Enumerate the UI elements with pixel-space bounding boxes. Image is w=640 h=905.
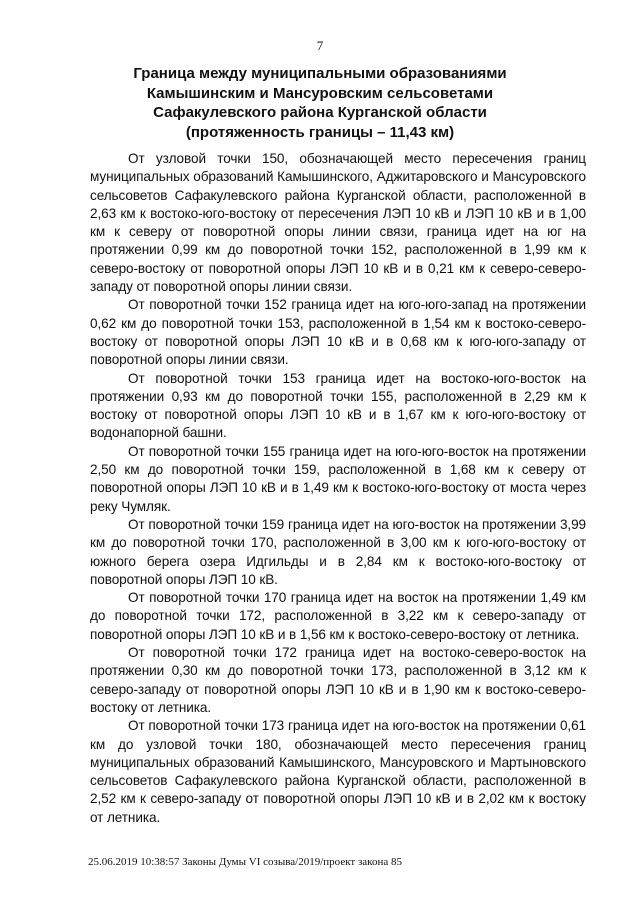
page-number: 7: [316, 38, 324, 53]
heading-line: Сафакулевского района Курганской области: [153, 104, 487, 121]
document-body: [90, 150, 586, 827]
paragraph: От поворотной точки 159 граница идет на юго-восток на протяжении 3,99 км до поворотной точки 170, расположенной в 3,00 км к юго-юго-востоку от южного берега озера Идгильды и в 2,84 км к востоко-юго-востоку от поворотной опоры ЛЭП 10 кВ.: [90, 516, 586, 587]
paragraph: От поворотной точки 170 граница идет на восток на протяжении 1,49 км до поворотной точки 172, расположенной в 3,22 км к северо-западу от поворотной опоры ЛЭП 10 кВ и в 1,56 км к востоко-северо-востоку от летника.: [90, 590, 586, 642]
heading-line: (протяженность границы – 11,43 км): [185, 123, 455, 141]
paragraph: От поворотной точки 152 граница идет на юго-юго-запад на протяжении 0,62 км до поворотной точки 153, расположенной в 1,54 км к востоко-северо-востоку от поворотной опоры ЛЭП 10 кВ и в 0,68 км к юго-юго-западу от поворотной опоры линии связи.: [90, 297, 586, 368]
document-footer: 25.06.2019 10:38:57 Законы Думы VI созыва/2019/проект закона 85: [88, 856, 402, 868]
heading-line: Камышинским и Мансуровским сельсоветами: [146, 84, 494, 102]
paragraph: От поворотной точки 155 граница идет на юго-юго-восток на протяжении 2,50 км до поворотной точки 159, расположенной в 1,68 км к северу от поворотной опоры ЛЭП 10 кВ и в 1,49 км к востоко-юго-востоку от моста через реку Чумляк.: [90, 443, 586, 514]
paragraph: От поворотной точки 172 граница идет на востоко-северо-восток на протяжении 0,30 км до поворотной точки 173, расположенной в 3,12 км к северо-западу от поворотной опоры ЛЭП 10 кВ и в 1,90 км к востоко-северо-востоку от летника.: [90, 645, 586, 715]
document-heading: [90, 64, 550, 142]
paragraph: От поворотной точки 173 граница идет на юго-восток на протяжении 0,61 км до узловой точки 180, обозначающей место пересечения границ муниципальных образований Камышинского, Мансуровского и Мартыновского сельсоветов Сафакулевского района Курганской области, расположенной в 2,52 км к северо-западу от поворотной опоры ЛЭП 10 кВ и в 2,02 км к востоку от летника.: [90, 718, 586, 825]
heading-line: Граница между муниципальными образованиями: [133, 65, 507, 82]
paragraph: От поворотной точки 153 граница идет на востоко-юго-восток на протяжении 0,93 км до поворотной точки 155, расположенной в 2,29 км к востоку от поворотной опоры ЛЭП 10 кВ и в 1,67 км к юго-юго-востоку от водонапорной башни.: [90, 370, 586, 441]
paragraph: От узловой точки 150, обозначающей место пересечения границ муниципальных образований Камышинского, Аджитаровского и Мансуровского сельсоветов Сафакулевского района Курганской области, расположенной в 2,63 км к востоко-юго-востоку от пересечения ЛЭП 10 кВ и ЛЭП 10 кВ и в 1,00 км к северу от поворотной опоры линии связи, граница идет на юг на протяжении 0,99 км до поворотной точки 152, расположенной в 1,99 км к северо-востоку от поворотной опоры ЛЭП 10 кВ и в 0,21 км к северо-северо-западу от поворотной опоры линии связи.: [90, 151, 586, 295]
